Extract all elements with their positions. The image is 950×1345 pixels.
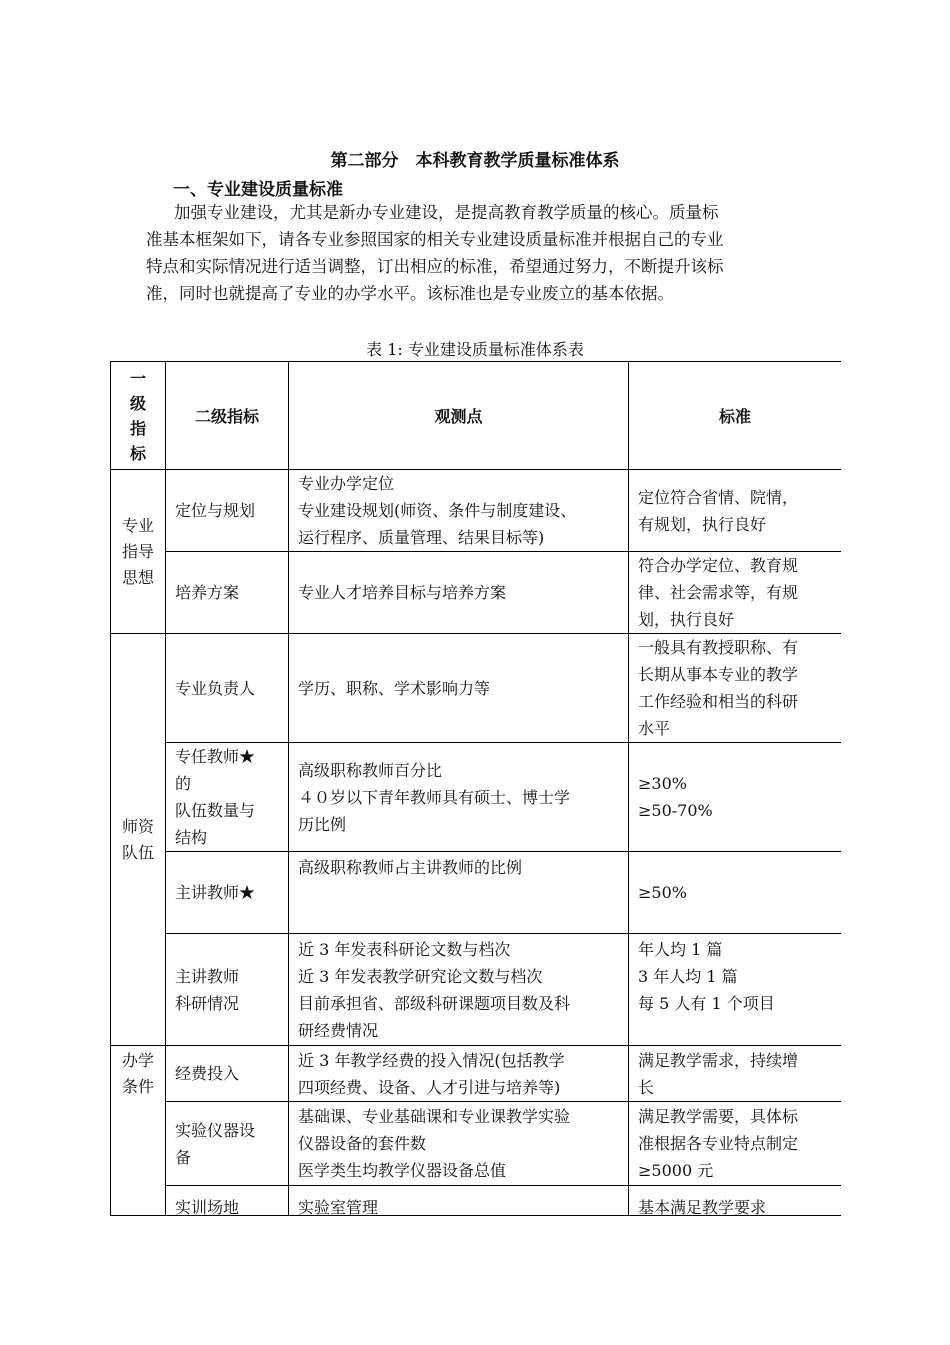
observation-cell [289, 470, 629, 552]
observation-cell [289, 1186, 629, 1217]
level2-text: 实训场地 [175, 1198, 240, 1216]
observation-cell [289, 934, 629, 1046]
standard-text: 定位符合省情、院情， [638, 487, 799, 507]
intro-paragraph [146, 199, 806, 307]
table-frame [110, 361, 841, 1216]
observation-text: 仪器设备的套件数 [298, 1134, 427, 1153]
observation-text: ４０岁以下青年教师具有硕士、博士学 [298, 787, 571, 807]
observation-text: 近 3 年教学经费的投入情况(包括教学 [298, 1050, 565, 1070]
level1-text: 办学 [121, 1051, 154, 1070]
level2-text: 结构 [175, 828, 208, 847]
level2-cell [166, 470, 289, 552]
level1-text: 条件 [121, 1077, 154, 1096]
standard-text: ≥5000 元 [638, 1161, 714, 1180]
observation-text: 运行程序、质量管理、结果目标等) [298, 528, 545, 547]
observation-text: 医学类生均教学仪器设备总值 [298, 1161, 507, 1180]
table-row [111, 470, 842, 552]
table-caption: 表 1: 专业建设质量标准体系表 [366, 340, 584, 359]
intro-line: 特点和实际情况进行适当调整，订出相应的标准，希望通过努力，不断提升该标 [146, 257, 724, 276]
standard-text: 律、社会需求等，有规 [638, 583, 799, 602]
table-row [111, 1046, 842, 1102]
observation-cell [289, 552, 629, 634]
header-observation: 观测点 [289, 362, 629, 470]
table-row [111, 1102, 842, 1186]
observation-text: 专业人才培养目标与培养方案 [298, 583, 507, 602]
table-row [111, 852, 842, 934]
observation-text: 研经费情况 [298, 1020, 379, 1040]
standard-text: 有规划，执行良好 [638, 514, 767, 534]
level2-text: 专任教师★ [175, 747, 256, 766]
standard-cell [629, 934, 842, 1046]
observation-text: 高级职称教师占主讲教师的比例 [298, 858, 523, 877]
level2-text: 培养方案 [175, 583, 240, 602]
header-level1 [111, 362, 166, 470]
level2-cell [166, 852, 289, 934]
intro-line: 加强专业建设，尤其是新办专业建设，是提高教育教学质量的核心。质量标 [174, 203, 719, 222]
level2-text: 实验仪器设 [175, 1120, 256, 1140]
standard-cell [629, 1046, 842, 1102]
level2-text: 备 [175, 1147, 192, 1167]
header-level1-char: 标 [129, 443, 146, 463]
level1-text: 专业 [121, 515, 154, 535]
intro-line: 准基本框架如下，请各专业参照国家的相关专业建设质量标准并根据自己的专业 [146, 230, 724, 249]
observation-text: 目前承担省、部级科研课题项目数及科 [298, 993, 571, 1013]
level2-text: 队伍数量与 [175, 801, 256, 820]
observation-cell [289, 743, 629, 852]
standard-text: ≥50% [638, 883, 687, 902]
observation-cell [289, 1046, 629, 1102]
level2-text: 主讲教师★ [175, 883, 256, 902]
table-row [111, 552, 842, 634]
standard-cell [629, 552, 842, 634]
observation-cell [289, 634, 629, 743]
level2-text: 专业负责人 [175, 678, 256, 698]
standard-text: 3 年人均 1 篇 [638, 967, 738, 986]
standard-text: 长 [638, 1077, 655, 1097]
standard-text: ≥30% [638, 774, 687, 793]
standard-cell [629, 1186, 842, 1217]
standard-text: 准根据各专业特点制定 [638, 1134, 799, 1153]
standard-text: 每 5 人有 1 个项目 [638, 994, 775, 1013]
observation-text: 近 3 年发表教学研究论文数与档次 [298, 966, 543, 986]
header-level1-char: 指 [129, 418, 146, 438]
level1-cell [111, 470, 166, 634]
header-level2: 二级指标 [166, 362, 289, 470]
standard-text: 符合办学定位、教育规 [638, 556, 799, 575]
header-standard: 标准 [629, 362, 842, 470]
standard-text: 年人均 1 篇 [638, 940, 723, 959]
section-heading: 一、专业建设质量标准 [173, 180, 343, 200]
table-row [111, 743, 842, 852]
level2-cell [166, 1186, 289, 1217]
standard-cell [629, 1102, 842, 1186]
standard-cell [629, 470, 842, 552]
observation-text: 专业办学定位 [298, 474, 395, 493]
standard-cell [629, 852, 842, 934]
level2-cell [166, 634, 289, 743]
observation-cell [289, 852, 629, 934]
standard-text: 划，执行良好 [638, 610, 735, 629]
level2-text: 的 [175, 774, 192, 793]
level1-cell [111, 634, 166, 1046]
standard-cell [629, 743, 842, 852]
level1-text: 指导 [121, 541, 154, 561]
standard-text: 满足教学需求，持续增 [638, 1050, 799, 1070]
standard-text: ≥50-70% [638, 801, 713, 820]
level2-text: 定位与规划 [175, 501, 256, 520]
level2-text: 科研情况 [175, 993, 240, 1013]
quality-standard-table [110, 361, 841, 1216]
observation-text: 四项经费、设备、人才引进与培养等) [298, 1077, 561, 1097]
observation-text: 专业建设规划(师资、条件与制度建设、 [298, 501, 577, 520]
table-header-row [111, 362, 842, 470]
level1-text: 师资 [121, 816, 154, 836]
level2-cell [166, 1046, 289, 1102]
header-level1-char: 级 [129, 393, 146, 413]
standard-text: 基本满足教学要求 [638, 1198, 767, 1216]
standard-cell [629, 634, 842, 743]
page-title: 第二部分 本科教育教学质量标准体系 [330, 151, 620, 171]
standard-text: 长期从事本专业的教学 [638, 665, 799, 684]
standard-text: 水平 [638, 719, 671, 738]
standard-text: 满足教学需要，具体标 [638, 1107, 799, 1126]
observation-text: 学历、职称、学术影响力等 [298, 678, 491, 698]
level2-text: 主讲教师 [175, 966, 240, 986]
level1-text: 思想 [121, 567, 154, 587]
level1-text: 队伍 [121, 842, 154, 862]
observation-text: 历比例 [298, 814, 347, 834]
table-row [111, 1186, 842, 1217]
observation-text: 近 3 年发表科研论文数与档次 [298, 939, 511, 959]
intro-line: 准，同时也就提高了专业的办学水平。该标准也是专业废立的基本依据。 [146, 284, 674, 303]
table-row [111, 934, 842, 1046]
observation-text: 基础课、专业基础课和专业课教学实验 [298, 1107, 571, 1126]
level2-text: 经费投入 [175, 1064, 240, 1083]
standard-text: 工作经验和相当的科研 [638, 692, 799, 711]
observation-text: 实验室管理 [298, 1198, 379, 1216]
level1-cell [111, 1046, 166, 1217]
standard-text: 一般具有教授职称、有 [638, 638, 799, 657]
header-level1-char: 一 [129, 368, 146, 388]
level2-cell [166, 552, 289, 634]
level2-cell [166, 1102, 289, 1186]
level2-cell [166, 743, 289, 852]
observation-cell [289, 1102, 629, 1186]
observation-text: 高级职称教师百分比 [298, 760, 443, 780]
table-row [111, 634, 842, 743]
level2-cell [166, 934, 289, 1046]
